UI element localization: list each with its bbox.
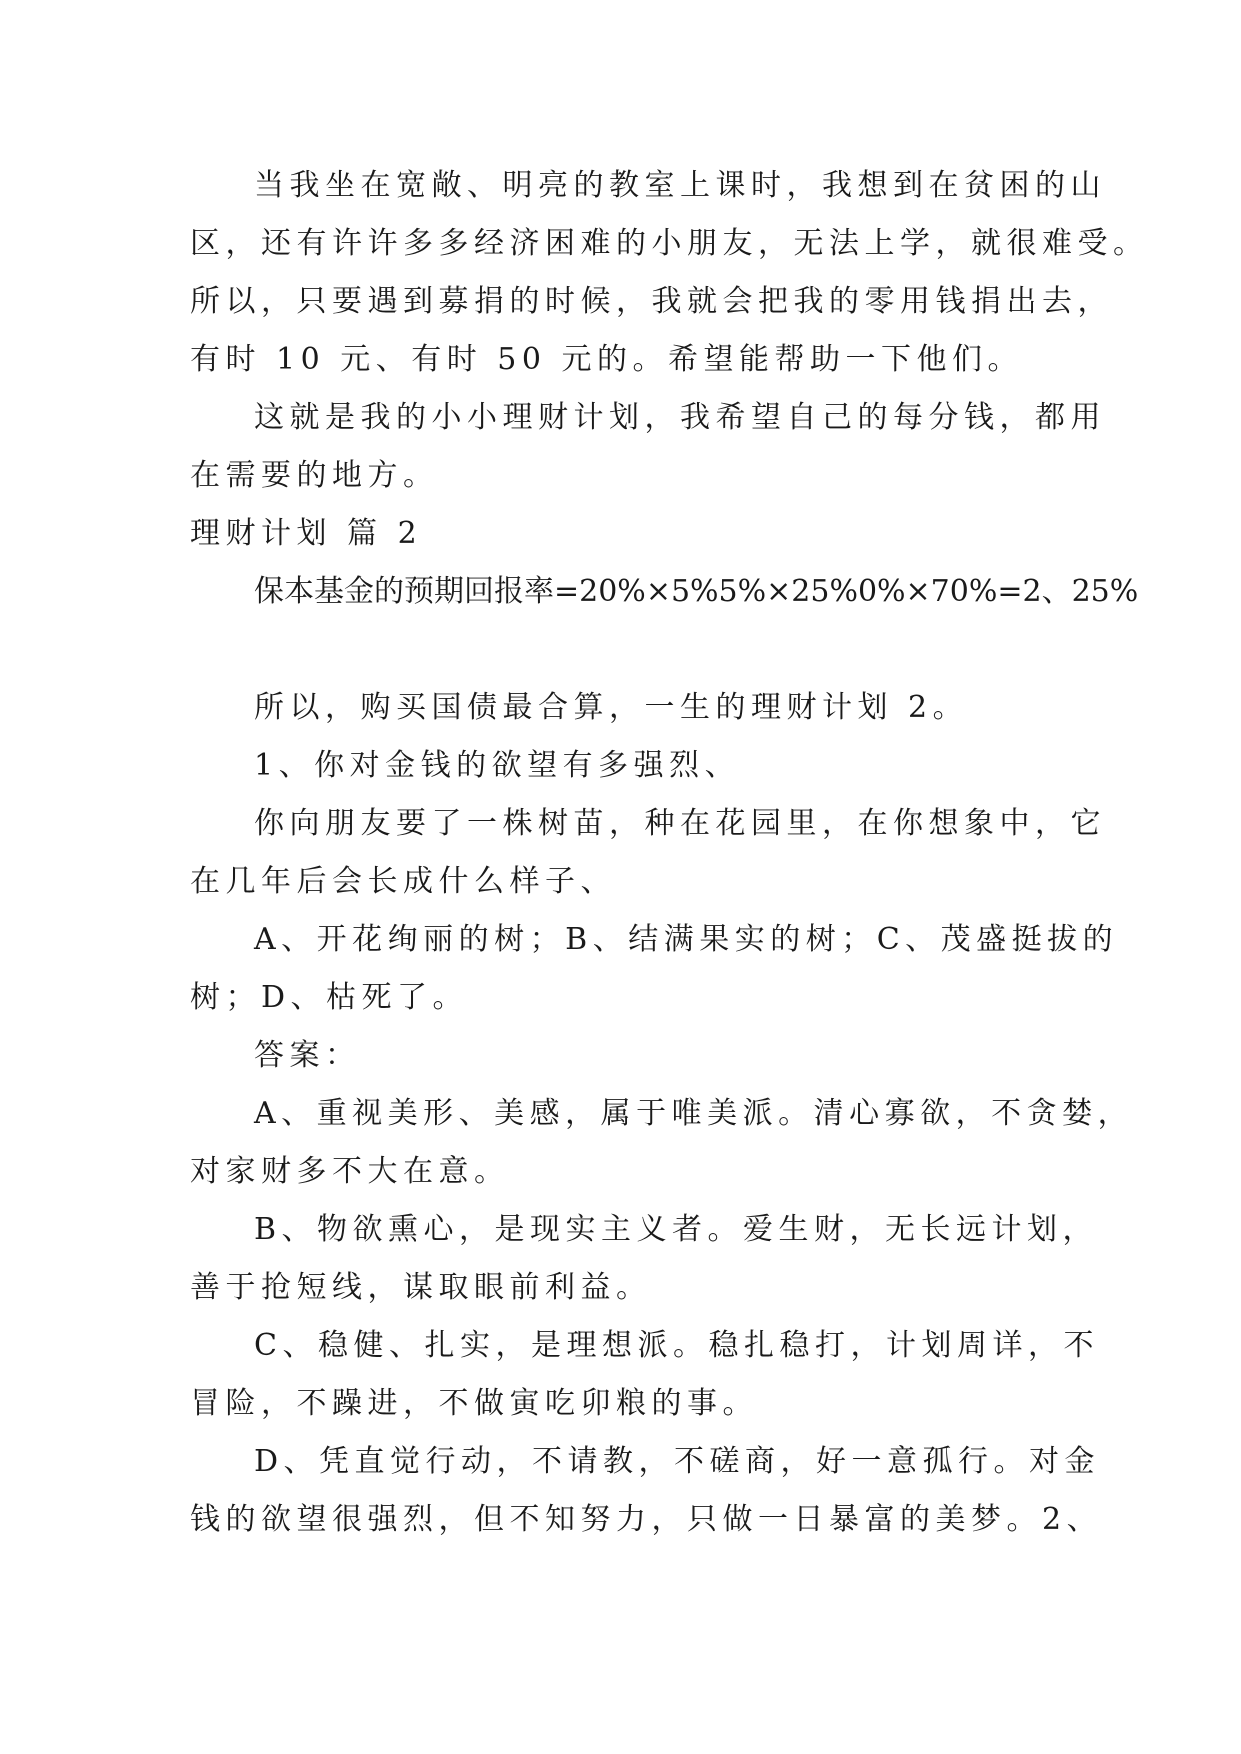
paragraph-line: 在需要的地方。 [190,458,439,493]
paragraph-line: 所以，只要遇到募捐的时候，我就会把我的零用钱捐出去， [190,284,1113,319]
paragraph-line: 你向朋友要了一株树苗，种在花园里，在你想象中，它 [254,806,1106,841]
answer-label: 答案： [254,1038,361,1073]
answer-line: A、重视美形、美感，属于唯美派。清心寡欲，不贪婪， [254,1096,1134,1131]
section-heading: 理财计划 篇 2 [190,516,423,551]
paragraph-line: 在几年后会长成什么样子、 [190,864,616,899]
options-line: 树；D、枯死了。 [190,980,469,1015]
answer-line: C、稳健、扎实，是理想派。稳扎稳打，计划周详，不 [254,1328,1099,1363]
answer-line: 对家财多不大在意。 [190,1154,510,1189]
question-title: 1、你对金钱的欲望有多强烈、 [254,748,741,783]
options-line: A、开花绚丽的树；B、结满果实的树；C、茂盛挺拔的 [254,922,1119,957]
formula-line: 保本基金的预期回报率=20%×5%5%×25%0%×70%=2、25% [254,574,1139,609]
answer-line: 冒险，不躁进，不做寅吃卯粮的事。 [190,1386,758,1421]
answer-line: 善于抢短线，谋取眼前利益。 [190,1270,652,1305]
paragraph-line: 有时 10 元、有时 50 元的。希望能帮助一下他们。 [190,342,1023,377]
paragraph-line: 所以，购买国债最合算，一生的理财计划 2。 [254,690,969,725]
answer-line: B、物欲熏心，是现实主义者。爱生财，无长远计划， [254,1212,1099,1247]
paragraph-line: 这就是我的小小理财计划，我希望自己的每分钱，都用 [254,400,1106,435]
paragraph-line: 区，还有许许多多经济困难的小朋友，无法上学，就很难受。 [190,226,1149,261]
paragraph-line: 当我坐在宽敞、明亮的教室上课时，我想到在贫困的山 [254,168,1106,203]
answer-line: 钱的欲望很强烈，但不知努力，只做一日暴富的美梦。2、 [190,1502,1103,1537]
answer-line: D、凭直觉行动，不请教，不磋商，好一意孤行。对金 [254,1444,1101,1479]
